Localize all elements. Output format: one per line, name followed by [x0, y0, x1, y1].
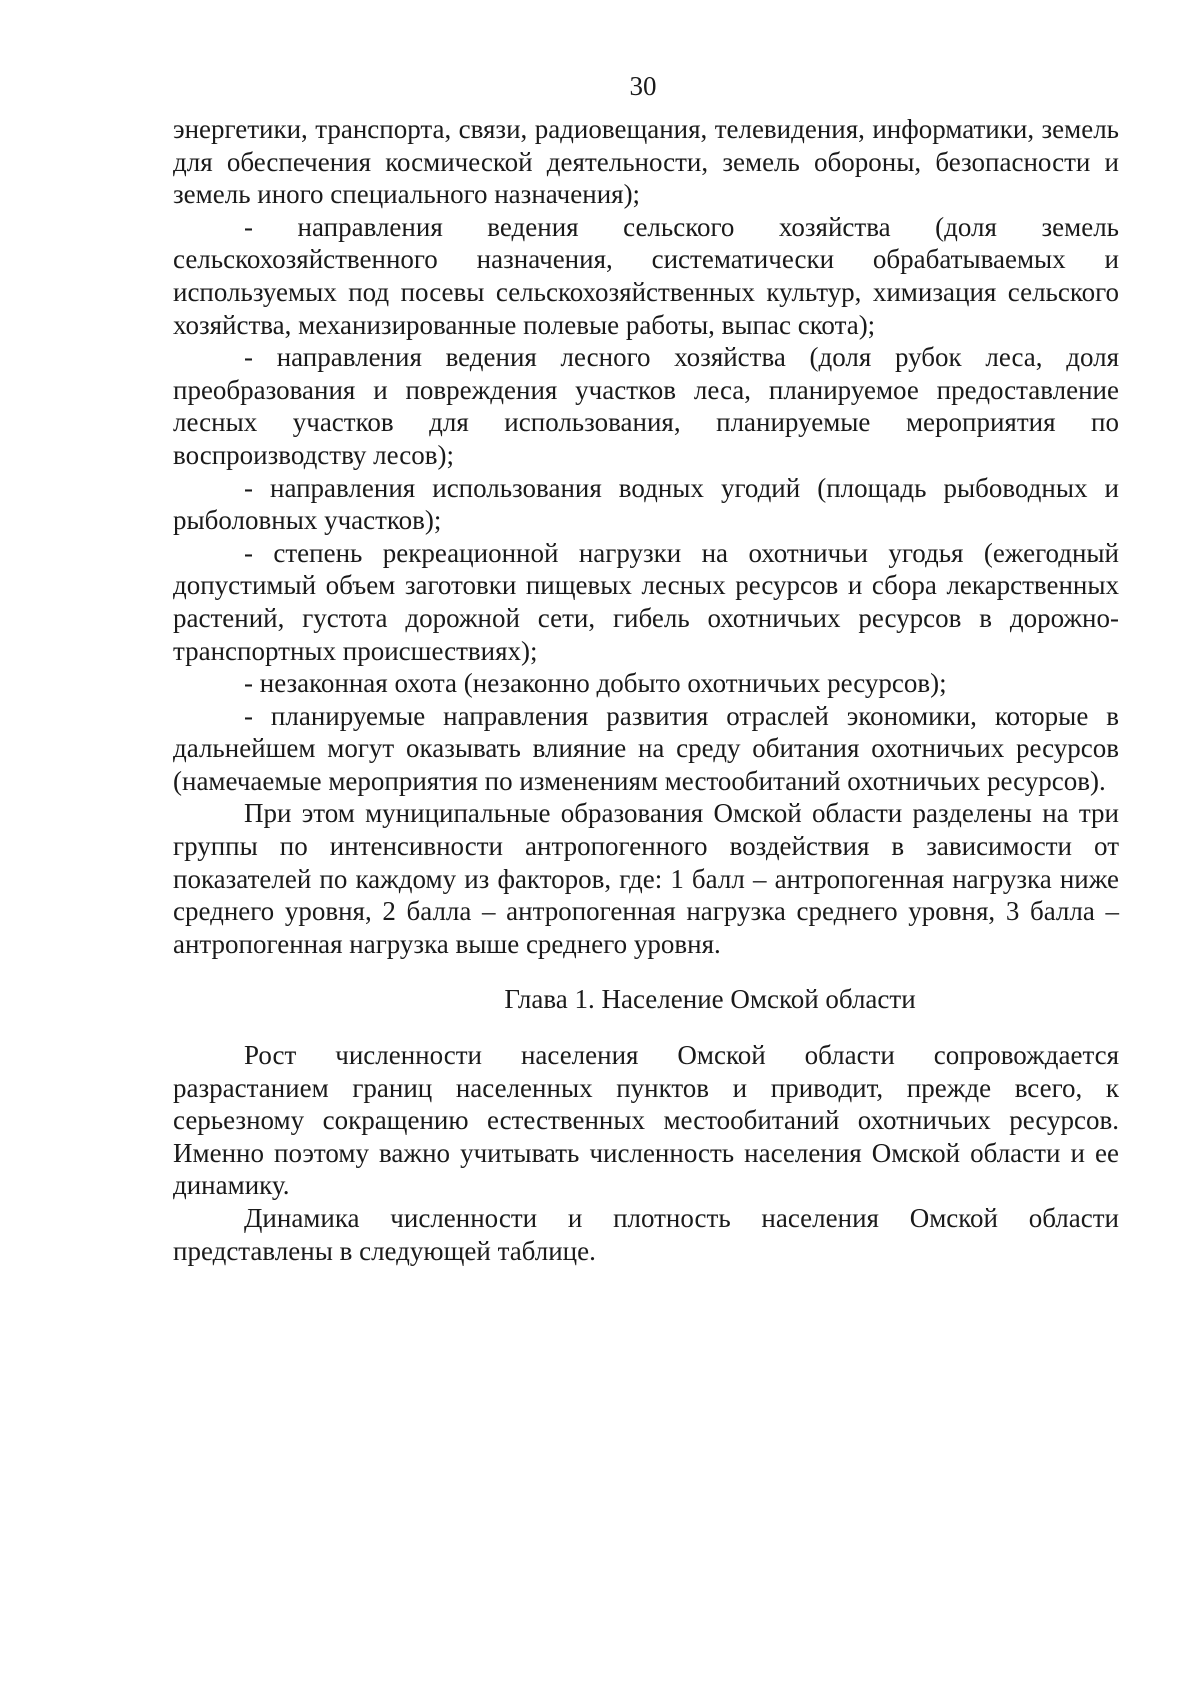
paragraph-grouping: При этом муниципальные образования Омской области разделены на три группы по интенсивности антропогенного воздействия в зависимости от показателей по каждому из факторов, где: 1 балл – антропогенная нагрузка ниже среднего уровня, 2 балла – антропогенная нагрузка среднего уровня, 3 балла – антропогенная нагрузка выше среднего уровня. — [173, 798, 1119, 959]
body-text — [173, 113, 1119, 1267]
list-item-water-use: - направления использования водных угодий (площадь рыбоводных и рыболовных участков); — [173, 472, 1119, 536]
list-item-agriculture: - направления ведения сельского хозяйства (доля земель сельскохозяйственного назначения, систематически обрабатываемых и используемых под посевы сельскохозяйственных культур, химизация сельского хозяйства, механизированные полевые работы, выпас скота); — [173, 211, 1119, 340]
list-item-illegal-hunting: - незаконная охота (незаконно добыто охотничьих ресурсов); — [244, 668, 947, 699]
list-item-economic-development: - планируемые направления развития отраслей экономики, которые в дальнейшем могут оказывать влияние на среду обитания охотничьих ресурсов (намечаемые мероприятия по изменениям местообитаний охотничьих ресурсов). — [173, 700, 1119, 796]
list-item-recreation-load: - степень рекреационной нагрузки на охотничьи угодья (ежегодный допустимый объем заготовки пищевых лесных ресурсов и сбора лекарственных растений, густота дорожной сети, гибель охотничьих ресурсов в дорожно-транспортных происшествиях); — [173, 537, 1119, 666]
paragraph-continuation: энергетики, транспорта, связи, радиовещания, телевидения, информатики, земель для обеспечения космической деятельности, земель обороны, безопасности и земель иного специального назначения); — [173, 114, 1119, 210]
paragraph-population-growth: Рост численности населения Омской области сопровождается разрастанием границ населенных пунктов и приводит, прежде всего, к серьезному сокращению естественных местообитаний охотничьих ресурсов. Именно поэтому важно учитывать численность населения Омской области и ее динамику. — [173, 1040, 1119, 1201]
page-number: 30 — [629, 71, 657, 101]
list-item-forestry: - направления ведения лесного хозяйства (доля рубок леса, доля преобразования и повреждения участков леса, планируемое предоставление лесных участков для использования, планируемые мероприятия по воспроизводству лесов); — [173, 342, 1119, 470]
paragraph-table-intro: Динамика численности и плотность населения Омской области представлены в следующей таблице. — [173, 1203, 1119, 1266]
chapter-heading: Глава 1. Население Омской области — [504, 984, 916, 1015]
